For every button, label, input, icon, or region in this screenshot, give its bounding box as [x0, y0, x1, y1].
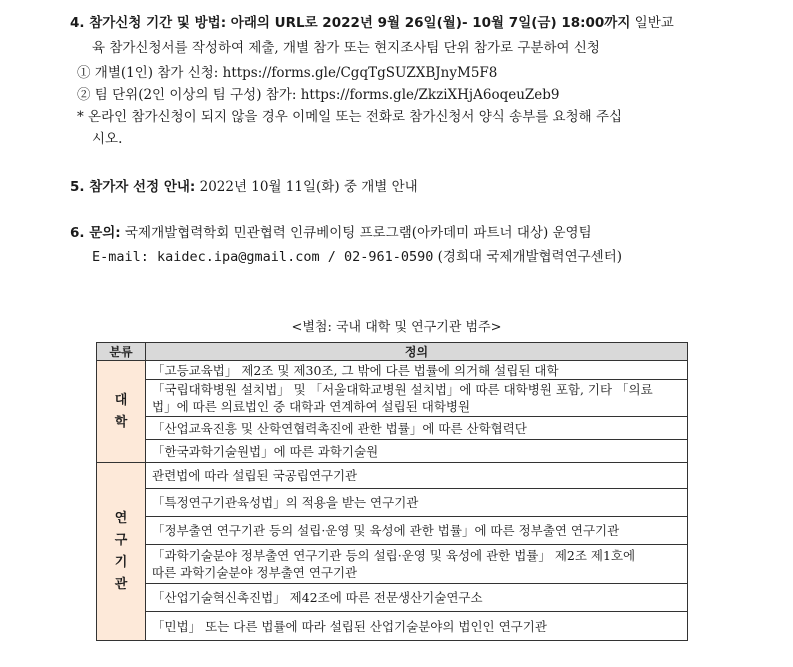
- contact-email-phone: E-mail: kaidec.ipa@gmail.com / 02-961-0590: [92, 249, 434, 265]
- section-6: [70, 222, 592, 244]
- section-5-label: 5. 참가자 선정 안내:: [70, 179, 196, 195]
- category-university-char: 학: [114, 414, 128, 430]
- table-row: [97, 489, 688, 517]
- section-4-note2: 시오.: [92, 131, 123, 147]
- category-institute-char: 구: [114, 532, 128, 548]
- table-header-row: [97, 343, 688, 361]
- category-university-char: 대: [114, 392, 128, 408]
- inst-def-2: 「특정연구기관육성법」의 적용을 받는 연구기관: [146, 489, 688, 517]
- category-table: [96, 342, 688, 641]
- table-row: [97, 361, 688, 380]
- category-institute-char: 관: [114, 576, 128, 592]
- univ-def-4: 「한국과학기술원법」에 따른 과학기술원: [146, 440, 688, 463]
- section-4-heading-tail: 일반교: [630, 15, 674, 31]
- inst-def-1: 관련법에 따라 설립된 국공립연구기관: [146, 463, 688, 489]
- section-6-contact: [92, 246, 622, 268]
- section-4-line2: 육 참가신청서를 작성하여 제출, 개별 참가 또는 현지조사팀 단위 참가로 구분하여 신청: [92, 40, 600, 56]
- inst-def-5: 「산업기술혁신촉진법」 제42조에 따른 전문생산기술연구소: [146, 584, 688, 612]
- table-row: [97, 517, 688, 545]
- table-row: [97, 380, 688, 417]
- univ-def-1: 「고등교육법」 제2조 및 제30조, 그 밖에 다른 법률에 의거해 설립된 대학: [146, 361, 688, 380]
- category-university: [97, 361, 146, 463]
- table-row: [97, 584, 688, 612]
- inst-def-4-line1: 「과학기술분야 정부출연 연구기관 등의 설립·운영 및 육성에 관한 법률」 제2조 제1호에: [152, 548, 636, 563]
- univ-def-2: [146, 380, 688, 417]
- table-row: [97, 463, 688, 489]
- inst-def-6: 「민법」 또는 다른 법률에 따라 설립된 산업기술분야의 법인인 연구기관: [146, 612, 688, 641]
- table-row: [97, 417, 688, 440]
- category-institute-char: 기: [114, 554, 128, 570]
- section-5-text: 2022년 10월 11일(화) 중 개별 안내: [195, 179, 418, 195]
- section-4: [70, 12, 674, 34]
- inst-def-4: [146, 545, 688, 584]
- section-6-text: 국제개발협력학회 민관협력 인큐베이팅 프로그램(아카데미 파트너 대상) 운영팀: [120, 225, 592, 241]
- section-4-heading: 4. 참가신청 기간 및 방법: 아래의 URL로 2022년 9월 26일(월)- 10월 7일(금) 18:00까지: [70, 15, 631, 31]
- section-4-item1: ① 개별(1인) 참가 신청: https://forms.gle/CgqTgSUZXBJnyM5F8: [77, 65, 498, 81]
- univ-def-2-line2: 법」에 따른 의료법인 중 대학과 연계하여 설립된 대학병원: [152, 399, 471, 414]
- contact-center: (경희대 국제개발협력연구센터): [433, 249, 623, 265]
- inst-def-4-line2: 따른 과학기술분야 정부출연 연구기관: [152, 565, 358, 580]
- section-4-item2: ② 팀 단위(2인 이상의 팀 구성) 참가: https://forms.gle/ZkziXHjA6oqeuZeb9: [77, 87, 560, 103]
- univ-def-2-line1: 「국립대학병원 설치법」 및 「서울대학교병원 설치법」에 따른 대학병원 포함, 기타 「의료: [152, 382, 653, 397]
- appendix-caption: <별첨: 국내 대학 및 연구기관 범주>: [291, 320, 502, 335]
- header-category: 분류: [97, 343, 146, 361]
- category-research-institute: [97, 463, 146, 641]
- table-row: [97, 440, 688, 463]
- inst-def-3: 「정부출연 연구기관 등의 설립·운영 및 육성에 관한 법률」에 따른 정부출연 연구기관: [146, 517, 688, 545]
- header-definition: 정의: [146, 343, 688, 361]
- table-row: [97, 545, 688, 584]
- table-row: [97, 612, 688, 641]
- section-5: [70, 176, 418, 198]
- section-4-note1: * 온라인 참가신청이 되지 않을 경우 이메일 또는 전화로 참가신청서 양식 송부를 요청해 주십: [77, 109, 623, 125]
- category-institute-char: 연: [114, 510, 128, 526]
- section-6-label: 6. 문의:: [70, 225, 121, 241]
- univ-def-3: 「산업교육진흥 및 산학연협력촉진에 관한 법률」에 따른 산학협력단: [146, 417, 688, 440]
